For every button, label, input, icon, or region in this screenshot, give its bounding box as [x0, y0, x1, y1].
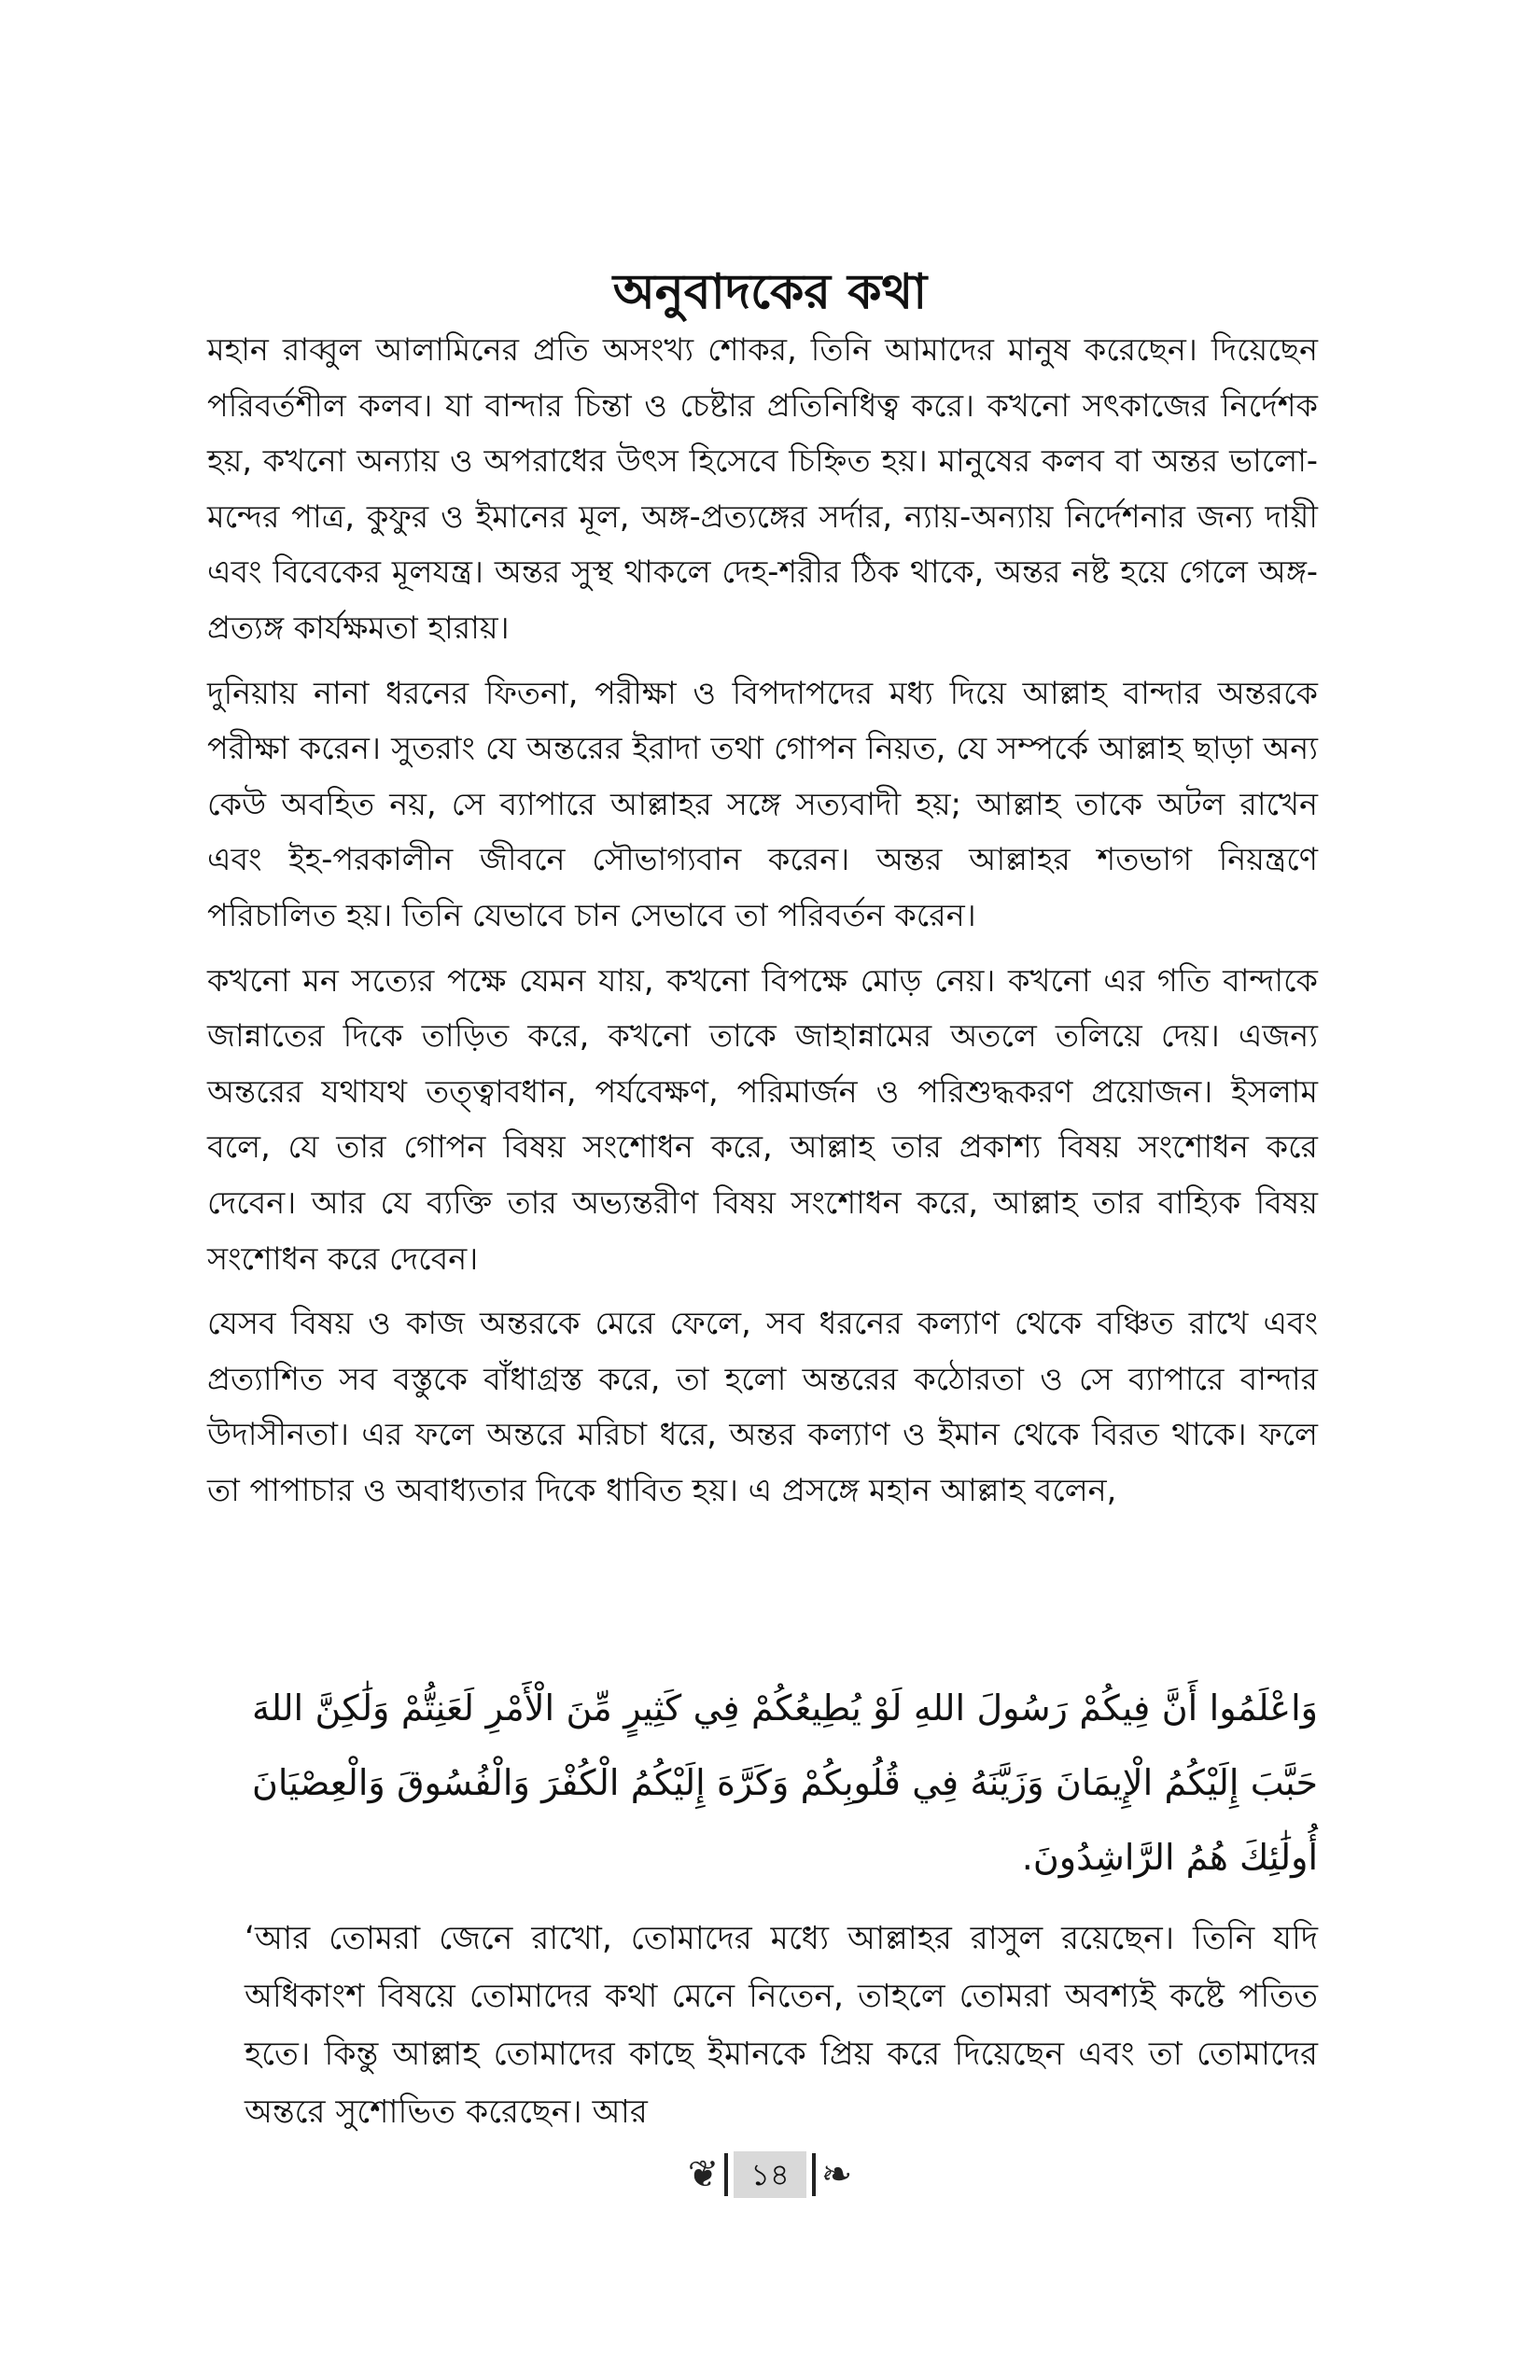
paragraph: যেসব বিষয় ও কাজ অন্তরকে মেরে ফেলে, সব ধরনের কল্যাণ থেকে বঞ্চিত রাখে এবং প্রত্যাশিত সব বস্তুকে বাঁধাগ্রস্ত করে, তা হলো অন্তরের কঠোরতা ও সে ব্যাপারে বান্দার উদাসীনতা। এর ফলে অন্তরে মরিচা ধরে, অন্তর কল্যাণ ও ইমান থেকে বিরত থাকে। ফলে তা পাপাচার ও অবাধ্যতার দিকে ধাবিত হয়। এ প্রসঙ্গে মহান আল্লাহ বলেন, [207, 1305, 1318, 1508]
paragraph: মহান রাব্বুল আলামিনের প্রতি অসংখ্য শোকর, তিনি আমাদের মানুষ করেছেন। দিয়েছেন পরিবর্তশীল কলব। যা বান্দার চিন্তা ও চেষ্টার প্রতিনিধিত্ব করে। কখনো সৎকাজের নির্দেশক হয়, কখনো অন্যায় ও অপরাধের উৎস হিসেবে চিহ্নিত হয়। মানুষের কলব বা অন্তর ভালো-মন্দের পাত্র, কুফুর ও ইমানের মূল, অঙ্গ-প্রত্যঙ্গের সর্দার, ন্যায়-অন্যায় নির্দেশনার জন্য দায়ী এবং বিবেকের মূলযন্ত্র। অন্তর সুস্থ থাকলে দেহ-শরীর ঠিক থাকে, অন্তর নষ্ট হয়ে গেলে অঙ্গ-প্রত্যঙ্গ কার্যক্ষমতা হারায়। [207, 331, 1318, 646]
page-title: অনুবাদকের কথা [612, 263, 928, 320]
page-footer [0, 2151, 1540, 2198]
verse-translation: ‘আর তোমরা জেনে রাখো, তোমাদের মধ্যে আল্লাহর রাসুল রয়েছেন। তিনি যদি অধিকাংশ বিষয়ে তোমাদের কথা মেনে নিতেন, তাহলে তোমরা অবশ্যই কষ্টে পতিত হতে। কিন্তু আল্লাহ তোমাদের কাছে ইমানকে প্রিয় করে দিয়েছেন এবং তা তোমাদের অন্তরে সুশোভিত করেছেন। আর [245, 1920, 1318, 2131]
paragraph: দুনিয়ায় নানা ধরনের ফিতনা, পরীক্ষা ও বিপদাপদের মধ্য দিয়ে আল্লাহ বান্দার অন্তরকে পরীক্ষা করেন। সুতরাং যে অন্তরের ইরাদা তথা গোপন নিয়ত, যে সম্পর্কে আল্লাহ ছাড়া অন্য কেউ অবহিত নয়, সে ব্যাপারে আল্লাহর সঙ্গে সত্যবাদী হয়; আল্লাহ তাকে অটল রাখেন এবং ইহ-পরকালীন জীবনে সৌভাগ্যবান করেন। অন্তর আল্লাহর শতভাগ নিয়ন্ত্রণে পরিচালিত হয়। তিনি যেভাবে চান সেভাবে তা পরিবর্তন করেন। [207, 674, 1318, 933]
paragraph: কখনো মন সত্যের পক্ষে যেমন যায়, কখনো বিপক্ষে মোড় নেয়। কখনো এর গতি বান্দাকে জান্নাতের দিকে তাড়িত করে, কখনো তাকে জাহান্নামের অতলে তলিয়ে দেয়। এজন্য অন্তরের যথাযথ তত্ত্বাবধান, পর্যবেক্ষণ, পরিমার্জন ও পরিশুদ্ধকরণ প্রয়োজন। ইসলাম বলে, যে তার গোপন বিষয় সংশোধন করে, আল্লাহ তার প্রকাশ্য বিষয় সংশোধন করে দেবেন। আর যে ব্যক্তি তার অভ্যন্তরীণ বিষয় সংশোধন করে, আল্লাহ তার বাহ্যিক বিষয় সংশোধন করে দেবেন। [207, 961, 1318, 1277]
right-ornament-icon: ❧ [820, 2153, 853, 2196]
page-number: ১৪ [734, 2151, 806, 2198]
arabic-verse: وَاعْلَمُوا أَنَّ فِيكُمْ رَسُولَ اللهِ لَوْ يُطِيعُكُمْ فِي كَثِيرٍ مِّنَ الْأَمْرِ لَعَنِتُّمْ وَلَٰكِنَّ اللهَ حَبَّبَ إِلَيْكُمُ الْإِيمَانَ وَزَيَّنَهُ فِي قُلُوبِكُمْ وَكَرَّهَ إِلَيْكُمُ الْكُفْرَ وَالْفُسُوقَ وَالْعِصْيَانَ أُولَٰئِكَ هُمُ الرَّاشِدُونَ. [252, 1687, 1318, 1878]
left-ornament-icon: ❦ [687, 2153, 720, 2196]
body-text [207, 322, 1318, 1527]
divider-bar [812, 2153, 816, 2196]
divider-bar [724, 2153, 728, 2196]
